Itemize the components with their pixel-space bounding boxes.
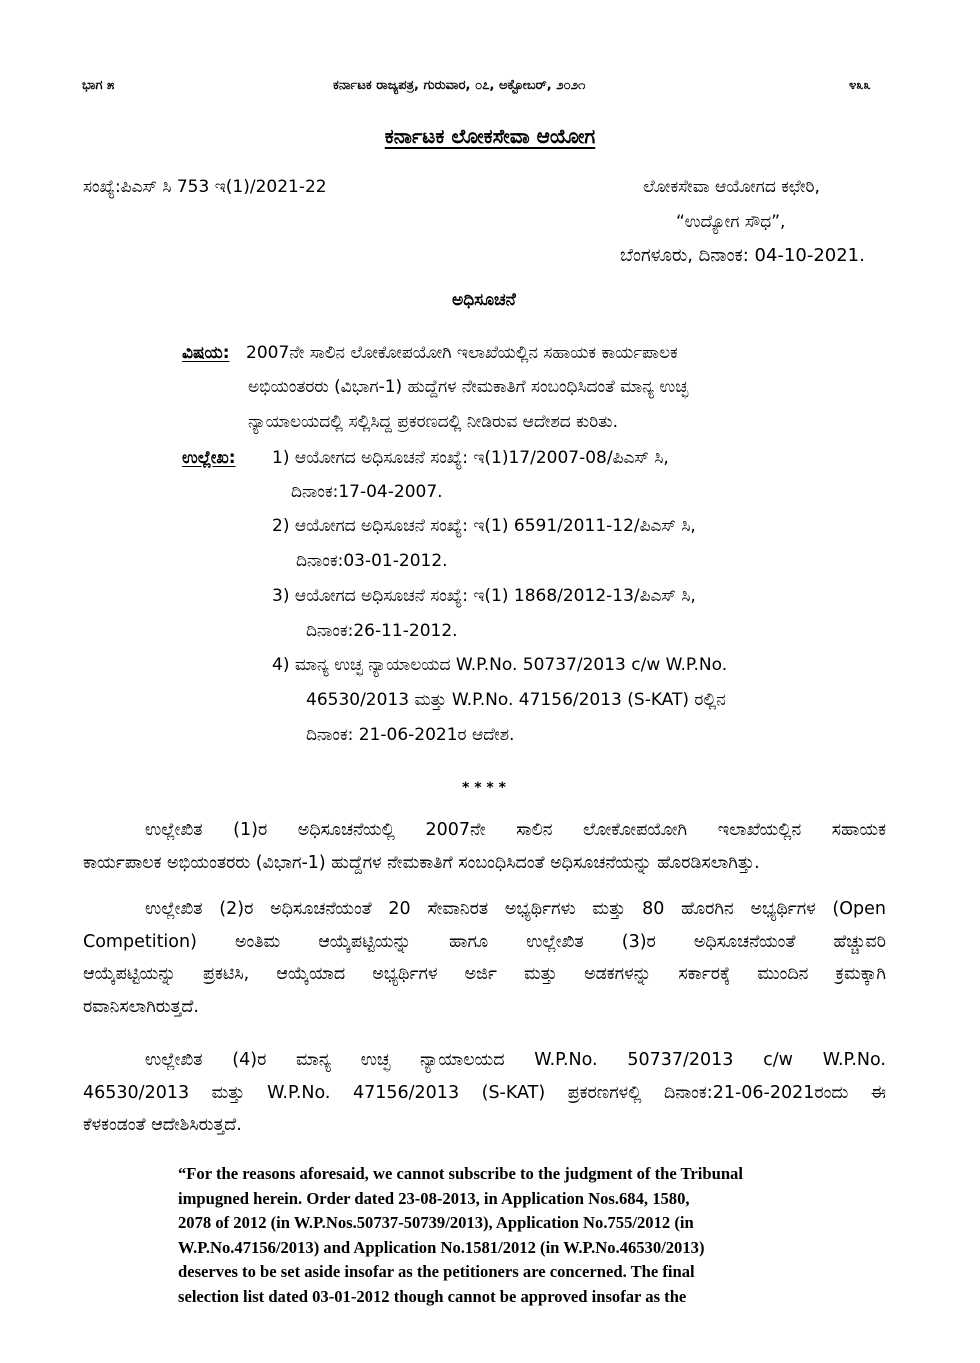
reference-3-line-2: ದಿನಾಂಕ:26-11-2012. [306, 621, 458, 641]
reference-4-line-1: 4) ಮಾನ್ಯ ಉಚ್ಛ ನ್ಯಾಯಾಲಯದ W.P.No. 50737/2013 c/w W.P.No. [272, 655, 728, 675]
paragraph-2-line-1: ಉಲ್ಲೇಖಿತ (2)ರ ಅಧಿಸೂಚನೆಯಂತೆ 20 ಸೇವಾನಿರತ ಅಭ್ಯರ್ಥಿಗಳು ಮತ್ತು 80 ಹೊರಗಿನ ಅಭ್ಯರ್ಥಿಗಳ (Open [145, 899, 886, 919]
quote-line-6: selection list dated 03-01-2012 though cannot be approved insofar as the [178, 1286, 687, 1306]
quote-line-3: 2078 of 2012 (in W.P.Nos.50737-50739/2013), Application No.755/2012 (in [178, 1213, 694, 1232]
reference-number: ಸಂಖ್ಯೆ:ಪಿಎಸ್ ಸಿ 753 ಇ(1)/2021-22 [83, 177, 327, 197]
paragraph-3 [83, 1044, 886, 1142]
paragraph-2-line-2: Competition) ಅಂತಿಮ ಆಯ್ಕೆಪಟ್ಟಿಯನ್ನು ಹಾಗೂ ಉಲ್ಲೇಖಿತ (3)ರ ಅಧಿಸೂಚನೆಯಂತೆ ಹೆಚ್ಚುವರಿ [83, 931, 886, 952]
reference-3-line-1: 3) ಆಯೋಗದ ಅಧಿಸೂಚನೆ ಸಂಖ್ಯೆ: ಇ(1) 1868/2012-13/ಪಿಎಸ್ ಸಿ, [272, 586, 696, 606]
court-order-quote [178, 1162, 818, 1309]
subject-label: ವಿಷಯ: [182, 343, 230, 363]
subject-line-3: ನ್ಯಾಯಾಲಯದಲ್ಲಿ ಸಲ್ಲಿಸಿದ್ದ ಪ್ರಕರಣದಲ್ಲಿ ನೀಡಿರುವ ಆದೇಶದ ಕುರಿತು. [248, 412, 618, 432]
separator: * * * * [462, 780, 506, 796]
quote-line-2: impugned herein. Order dated 23-08-2013, in Application Nos.684, 1580, [178, 1188, 690, 1208]
quote-line-5: deserves to be set aside insofar as the petitioners are concerned. The final [178, 1262, 695, 1281]
subject-line-1: 2007ನೇ ಸಾಲಿನ ಲೋಕೋಪಯೋಗಿ ಇಲಾಖೆಯಲ್ಲಿನ ಸಹಾಯಕ ಕಾರ್ಯಪಾಲಕ [246, 343, 678, 363]
notification-heading: ಅಧಿಸೂಚನೆ [452, 290, 516, 310]
reference-1-line-1: 1) ಆಯೋಗದ ಅಧಿಸೂಚನೆ ಸಂಖ್ಯೆ: ಇ(1)17/2007-08/ಪಿಎಸ್ ಸಿ, [272, 448, 669, 468]
reference-4-line-3: ದಿನಾಂಕ: 21-06-2021ರ ಆದೇಶ. [306, 725, 515, 745]
header-page-number: ೪೩೩ [849, 78, 871, 93]
address-line-2: “ಉದ್ಯೋಗ ಸೌಧ”, [676, 212, 786, 232]
address-date: ಬೆಂಗಳೂರು, ದಿನಾಂಕ: 04-10-2021. [620, 245, 865, 266]
paragraph-3-line-2: 46530/2013 ಮತ್ತು W.P.No. 47156/2013 (S-KAT) ಪ್ರಕರಣಗಳಲ್ಲಿ ದಿನಾಂಕ:21-06-2021ರಂದು ಈ [83, 1082, 886, 1103]
paragraph-1-line-1: ಉಲ್ಲೇಖಿತ (1)ರ ಅಧಿಸೂಚನೆಯಲ್ಲಿ 2007ನೇ ಸಾಲಿನ ಲೋಕೋಪಯೋಗಿ ಇಲಾಖೆಯಲ್ಲಿನ ಸಹಾಯಕ [145, 820, 886, 840]
paragraph-2-line-4: ರವಾನಿಸಲಾಗಿರುತ್ತದೆ. [83, 996, 199, 1017]
reference-1-line-2: ದಿನಾಂಕ:17-04-2007. [291, 482, 443, 502]
header-part-number: ಭಾಗ ೫ [82, 78, 115, 93]
document-title: ಕರ್ನಾಟಕ ಲೋಕಸೇವಾ ಆಯೋಗ [384, 124, 596, 148]
address-line-1: ಲೋಕಸೇವಾ ಆಯೋಗದ ಕಛೇರಿ, [643, 177, 820, 197]
reference-2-line-2: ದಿನಾಂಕ:03-01-2012. [296, 551, 448, 571]
paragraph-1 [83, 814, 886, 879]
reference-4-line-2: 46530/2013 ಮತ್ತು W.P.No. 47156/2013 (S-KAT) ರಲ್ಲಿನ [306, 690, 726, 710]
paragraph-1-line-2: ಕಾರ್ಯಪಾಲಕ ಅಭಿಯಂತರರು (ವಿಭಾಗ-1) ಹುದ್ದೆಗಳ ನೇಮಕಾತಿಗೆ ಸಂಬಂಧಿಸಿದಂತೆ ಅಧಿಸೂಚನೆಯನ್ನು ಹೊರಡಿಸಲಾಗಿತ್ತು. [83, 852, 760, 873]
paragraph-2-line-3: ಆಯ್ಕೆಪಟ್ಟಿಯನ್ನು ಪ್ರಕಟಿಸಿ, ಆಯ್ಕೆಯಾದ ಅಭ್ಯರ್ಥಿಗಳ ಅರ್ಜಿ ಮತ್ತು ಅಡಕಗಳನ್ನು ಸರ್ಕಾರಕ್ಕೆ ಮುಂದಿನ ಕ್ರಮಕ್ಕಾಗಿ [83, 964, 886, 984]
paragraph-3-line-1: ಉಲ್ಲೇಖಿತ (4)ರ ಮಾನ್ಯ ಉಚ್ಛ ನ್ಯಾಯಾಲಯದ W.P.No. 50737/2013 c/w W.P.No. [145, 1050, 886, 1070]
reference-label: ಉಲ್ಲೇಖ: [182, 448, 236, 468]
paragraph-2 [83, 893, 886, 1023]
reference-2-line-1: 2) ಆಯೋಗದ ಅಧಿಸೂಚನೆ ಸಂಖ್ಯೆ: ಇ(1) 6591/2011-12/ಪಿಎಸ್ ಸಿ, [272, 516, 696, 536]
paragraph-3-line-3: ಕೆಳಕಂಡಂತೆ ಆದೇಶಿಸಿರುತ್ತದೆ. [83, 1115, 242, 1135]
quote-line-1: “For the reasons aforesaid, we cannot subscribe to the judgment of the Tribunal [178, 1164, 743, 1183]
subject-line-2: ಅಭಿಯಂತರರು (ವಿಭಾಗ-1) ಹುದ್ದೆಗಳ ನೇಮಕಾತಿಗೆ ಸಂಬಂಧಿಸಿದಂತೆ ಮಾನ್ಯ ಉಚ್ಛ [248, 377, 689, 397]
header-gazette-title: ಕರ್ನಾಟಕ ರಾಜ್ಯಪತ್ರ, ಗುರುವಾರ, ೦೭, ಅಕ್ಟೋಬರ್, ೨೦೨೧ [333, 78, 586, 93]
quote-line-4: W.P.No.47156/2013) and Application No.1581/2012 (in W.P.No.46530/2013) [178, 1237, 705, 1257]
